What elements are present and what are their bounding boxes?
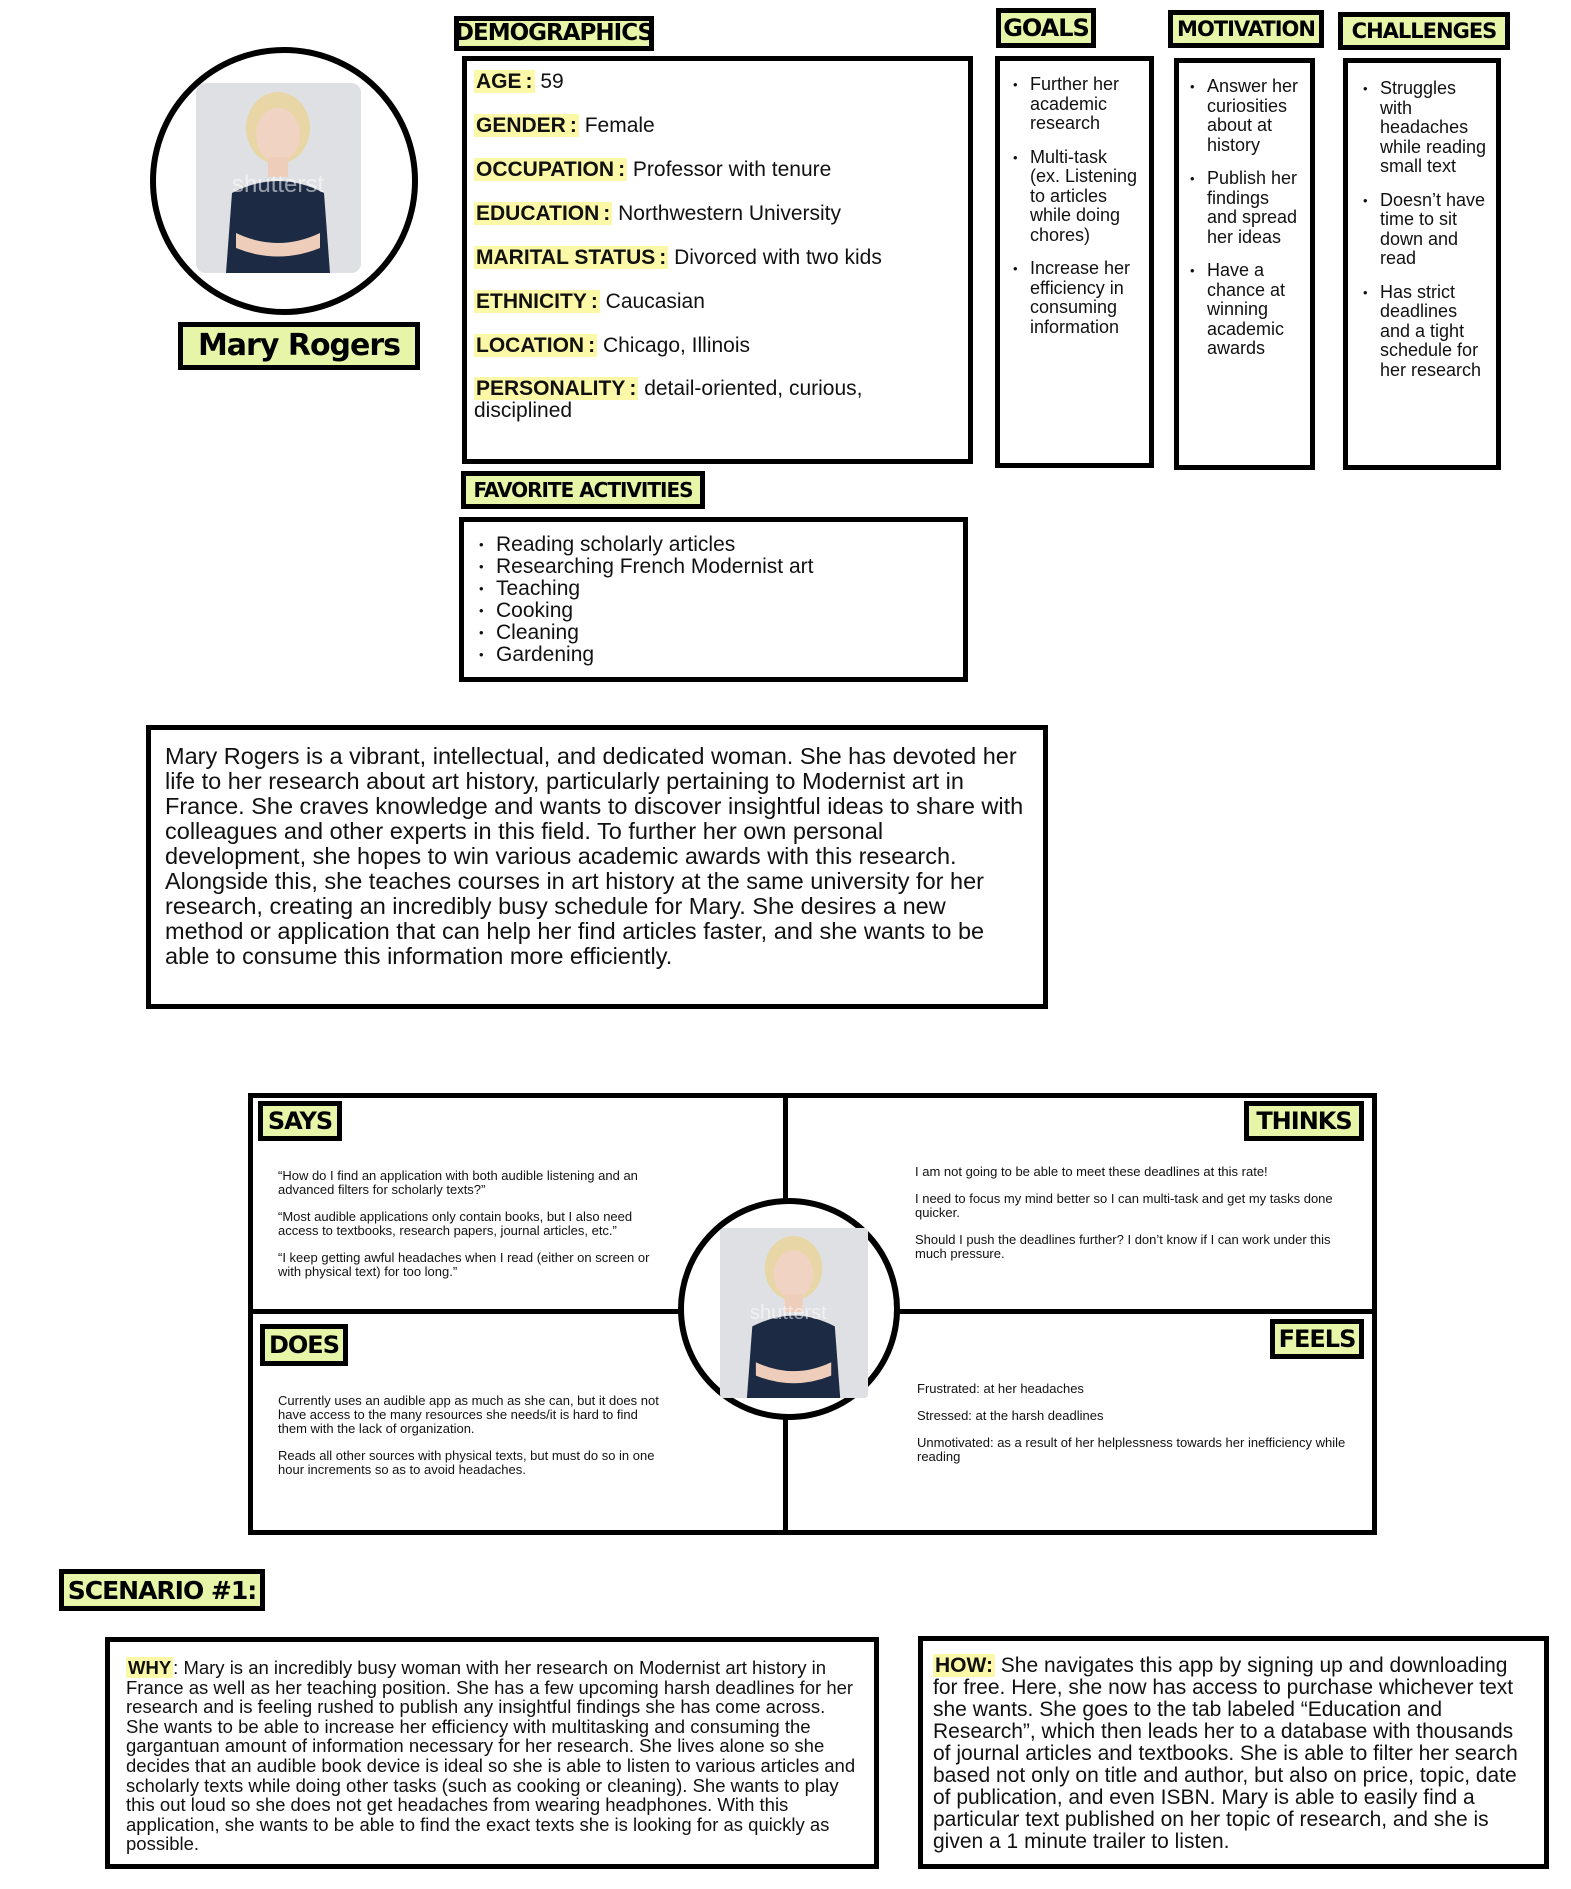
does-heading: DOES <box>260 1324 348 1366</box>
list-item: • Doesn’t have time to sit down and read <box>1360 191 1488 269</box>
list-item: • Struggles with headaches while reading small text <box>1360 79 1488 177</box>
goals-list <box>1010 75 1139 337</box>
does-item: Currently uses an audible app as much as she can, but it does not have access to the many resources she needs/it is hard to find them with the lack of organization. <box>278 1393 659 1436</box>
motivation-heading: MOTIVATION <box>1168 10 1324 48</box>
says-quote: “I keep getting awful headaches when I read (either on screen or with physical text) for too long.” <box>278 1250 650 1279</box>
challenges-box <box>1343 58 1501 470</box>
thinks-item: Should I push the deadlines further? I don’t know if I can work under this much pressure. <box>915 1232 1331 1261</box>
list-item: • Have a chance at winning academic awards <box>1187 261 1304 359</box>
photo-watermark: shutterst <box>750 1302 827 1324</box>
favorite-activities-box <box>459 517 968 682</box>
persona-name: Mary Rogers <box>178 322 420 370</box>
favorite-activities-heading: FAVORITE ACTIVITIES <box>461 471 705 509</box>
bio-text: Mary Rogers is a vibrant, intellectual, and dedicated woman. She has devoted her life to her research about art history, particularly pertaining to Modernist art in France. She craves knowledge and wants to discover insightful ideas to share with colleagues and other experts in this field. To further her own personal development, she hopes to win various academic awards with this research. Alongside this, she teaches courses in art history at the same university for her research, creating an incredibly busy schedule for Mary. She desires a new method or application that can help her find articles faster, and she wants to be able to consume this information more efficiently. <box>165 743 1024 969</box>
list-item: • Has strict deadlines and a tight schedule for her research <box>1360 283 1488 381</box>
feels-item: Stressed: at the harsh deadlines <box>917 1408 1104 1423</box>
goals-box <box>995 56 1154 468</box>
scenario-why-box <box>105 1637 879 1869</box>
persona-photo-frame <box>150 47 418 315</box>
thinks-content <box>915 1165 1335 1274</box>
scenario-how-text: HOW: She navigates this app by signing up and downloading for free. Here, she now has access to purchase whichever text she wants. She goes to the tab labeled “Education and Research”, which then leads her to a database with thousands of journal articles and textbooks. She is able to filter her search based not only on title and author, but also on price, topic, date of publication, and even ISBN. Mary is able to easily find a particular text published on her topic of research, and she is given a 1 minute trailer to listen. <box>933 1654 1518 1853</box>
list-item: • Answer her curiosities about at history <box>1187 77 1304 155</box>
list-item: • Increase her efficiency in consuming information <box>1010 259 1139 337</box>
how-label: HOW: <box>935 1654 993 1677</box>
demo-education: EDUCATION : Northwestern University <box>476 202 842 225</box>
list-item: • Multi-task (ex. Listening to articles while doing chores) <box>1010 148 1139 246</box>
list-item: • Cooking <box>476 600 951 622</box>
motivation-list <box>1187 77 1304 359</box>
thinks-item: I am not going to be able to meet these deadlines at this rate! <box>915 1164 1268 1179</box>
why-label: WHY <box>128 1657 172 1678</box>
bio-box <box>146 725 1048 1009</box>
demo-age: AGE : 59 <box>476 70 564 93</box>
thinks-item: I need to focus my mind better so I can multi-task and get my tasks done quicker. <box>915 1191 1333 1220</box>
demo-personality: PERSONALITY : detail-oriented, curious, disciplined <box>474 377 863 422</box>
feels-item: Frustrated: at her headaches <box>917 1381 1084 1396</box>
list-item: • Gardening <box>476 644 951 666</box>
says-content <box>278 1169 663 1292</box>
list-item: • Further her academic research <box>1010 75 1139 134</box>
goals-heading: GOALS <box>996 8 1096 48</box>
challenges-heading: CHALLENGES <box>1338 12 1510 50</box>
does-content <box>278 1394 663 1490</box>
does-item: Reads all other sources with physical texts, but must do so in one hour increments so as to avoid headaches. <box>278 1448 655 1477</box>
demo-ethnicity: ETHNICITY : Caucasian <box>476 290 705 313</box>
scenario-how-box <box>918 1636 1549 1869</box>
challenges-list <box>1360 79 1488 380</box>
list-item: • Reading scholarly articles <box>476 534 951 556</box>
demo-marital-status: MARITAL STATUS : Divorced with two kids <box>476 246 882 269</box>
empathy-photo <box>720 1228 868 1398</box>
list-item: • Teaching <box>476 578 951 600</box>
persona-photo <box>196 83 361 273</box>
feels-heading: FEELS <box>1270 1319 1364 1359</box>
empathy-photo-frame <box>678 1198 900 1420</box>
says-quote: “Most audible applications only contain books, but I also need access to textbooks, research papers, journal articles, etc.” <box>278 1209 633 1238</box>
list-item: • Researching French Modernist art <box>476 556 951 578</box>
favorite-activities-list <box>476 534 951 666</box>
motivation-box <box>1174 58 1315 470</box>
feels-content <box>917 1382 1347 1477</box>
thinks-heading: THINKS <box>1244 1101 1364 1141</box>
demo-occupation: OCCUPATION : Professor with tenure <box>476 158 832 181</box>
demo-location: LOCATION : Chicago, Illinois <box>476 334 751 357</box>
scenario-heading: SCENARIO #1: <box>59 1569 265 1611</box>
says-heading: SAYS <box>258 1101 342 1141</box>
feels-item: Unmotivated: as a result of her helplessness towards her inefficiency while reading <box>917 1435 1346 1464</box>
photo-watermark: shutterst <box>232 171 325 198</box>
scenario-why-text: WHY : Mary is an incredibly busy woman with her research on Modernist art history in France as well as her teaching position. She has a few upcoming harsh deadlines for her research and is feeling rushed to publish any insightful findings she has come across. She wants to be able to increase her efficiency with multitasking and consuming the gargantuan amount of information necessary for her research. She lives alone so she decides that an audible book device is ideal so she is able to listen to various articles and scholarly texts while doing other tasks (such as cooking or cleaning). She wants to play this out loud so she does not get headaches from wearing headphones. With this application, she wants to be able to find the exact texts she is looking for as quickly as possible. <box>126 1657 856 1855</box>
demo-gender: GENDER : Female <box>476 114 655 137</box>
says-quote: “How do I find an application with both audible listening and an advanced filters for scholarly texts?” <box>278 1168 638 1197</box>
list-item: • Publish her findings and spread her ideas <box>1187 169 1304 247</box>
list-item: • Cleaning <box>476 622 951 644</box>
demographics-heading: DEMOGRAPHICS <box>454 16 654 51</box>
